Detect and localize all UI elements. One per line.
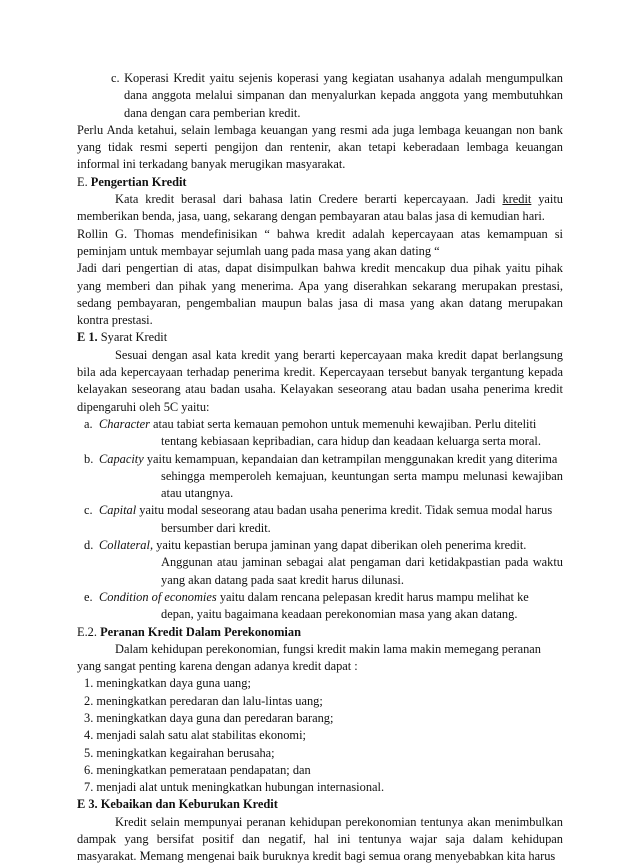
item-term: Collateral, <box>99 538 154 553</box>
item-label: d. <box>84 538 94 553</box>
function-list <box>77 675 563 796</box>
kredit-link[interactable]: kredit <box>502 192 532 207</box>
list-item: 4. menjadi salah satu alat stabilitas ekonomi; <box>84 728 306 743</box>
item-label: c. <box>84 503 93 518</box>
item-label: a. <box>84 416 93 431</box>
section-e3-heading: E 3. Kebaikan dan Keburukan Kredit <box>77 797 278 812</box>
list-item: a. Character atau tabiat serta kemauan pemohon untuk memenuhi kewajiban. Perlu diteliti tentang kebiasaan kepribadian, cara hidup dan keadaan keluarga serta moral. <box>84 416 541 449</box>
list-item: 2. meningkatkan peredaran dan lalu-lintas uang; <box>84 693 323 708</box>
item-term: Condition of economies <box>99 589 217 604</box>
item-label: e. <box>84 589 93 604</box>
list-item: d. Collateral, yaitu kepastian berupa jaminan yang dapat diberikan oleh penerima kredit. Anggunan atau jaminan sebagai alat pengaman dari ketidakpastian pada waktu yang akan datang pada saat kredit harus dilunasi. <box>84 538 563 587</box>
item-term: Capital <box>99 503 137 518</box>
item-text: Koperasi Kredit yaitu sejenis koperasi yang kegiatan usahanya adalah mengumpulkan dana anggota melalui simpanan dan menyalurkan kepada anggota yang membutuhkan dana dengan cara pemberian kredit. <box>124 71 563 120</box>
conclusion-paragraph: Jadi dari pengertian di atas, dapat disimpulkan bahwa kredit mencakup dua pihak yaitu pihak yang memberi dan pihak yang menerima. Apa yang diserahkan sekarang merupakan prestasi, sedang pembayaran, pengembalian maupun balas jasa di masa yang akan datang merupakan kontra prestasi. <box>77 261 563 328</box>
section-title: Kebaikan dan Keburukan Kredit <box>100 797 278 812</box>
list-item: 5. meningkatkan kegairahan berusaha; <box>84 745 275 760</box>
kredit-definition-paragraph: Kata kredit berasal dari bahasa latin Credere berarti kepercayaan. Jadi kredit yaitu memberikan benda, jasa, uang, sekarang dengan pembayaran atau balas jasa di kemudian hari. <box>77 192 563 224</box>
koperasi-kredit-item <box>77 70 563 122</box>
list-item: b. Capacity yaitu kemampuan, kepandaian dan ketrampilan menggunakan kredit yang diterima sehingga memperoleh kemajuan, keuntungan serta mampu melunasi kewajiban atau utangnya. <box>84 451 563 501</box>
section-e2-heading: E.2. Peranan Kredit Dalam Perekonomian <box>77 624 301 639</box>
section-e-heading: E. Pengertian Kredit <box>77 174 187 189</box>
list-item: e. Condition of economies yaitu dalam rencana pelepasan kredit harus mampu melihat ke depan, yaitu bagaimana keadaan perekonomian masa yang akan datang. <box>84 589 529 622</box>
list-item: 3. meningkatkan daya guna dan peredaran barang; <box>84 710 334 725</box>
list-item: 6. meningkatkan pemerataan pendapatan; dan <box>84 762 311 777</box>
section-title: Peranan Kredit Dalam Perekonomian <box>100 624 301 639</box>
item-term: Capacity <box>99 451 144 466</box>
kebaikan-keburukan-paragraph: Kredit selain mempunyai peranan kehidupan perekonomian tentunya akan menimbulkan dampak yang bersifat positif dan negatif, hal ini tentunya wajar saja dalam kehidupan masyarakat. Memang mengenai baik buruknya kredit bagi semua orang menyebabkan kita harus <box>77 814 563 864</box>
list-item: 1. meningkatkan daya guna uang; <box>84 676 251 691</box>
syarat-kredit-paragraph: Sesuai dengan asal kata kredit yang berarti kepercayaan maka kredit dapat berlangsung bila ada kepercayaan terhadap penerima kredit. Kepercayaan tersebut banyak tergantung kepada kelayakan seseorang atau badan usaha. Kelayakan seseorang atau badan usaha penerima kredit dipengaruhi oleh 5C yaitu: <box>77 347 563 414</box>
document-page <box>77 70 563 866</box>
section-e1-heading: E 1. Syarat Kredit <box>77 330 168 345</box>
peranan-kredit-paragraph: Dalam kehidupan perekonomian, fungsi kredit makin lama makin memegang peranan yang sangat penting karena dengan adanya kredit dapat : <box>77 641 541 674</box>
five-c-list <box>77 416 563 624</box>
item-label: b. <box>84 451 94 466</box>
rollin-thomas-quote: Rollin G. Thomas mendefinisikan “ bahwa kredit adalah kepercayaan atas kemampuan si peminjam untuk membayar sejumlah uang pada masa yang akan dating “ <box>77 226 563 258</box>
list-item: 7. menjadi alat untuk meningkatkan hubungan internasional. <box>84 780 385 795</box>
intro-paragraph: Perlu Anda ketahui, selain lembaga keuangan yang resmi ada juga lembaga keuangan non bank yang tidak resmi seperti pengijon dan rentenir, akan tetapi keberadaan lembaga keuangan informal ini terkadang banyak merugikan masyarakat. <box>77 122 563 172</box>
section-title: Syarat Kredit <box>100 330 168 345</box>
item-label: c. <box>111 71 120 85</box>
list-item: c. Capital yaitu modal seseorang atau badan usaha penerima kredit. Tidak semua modal harus bersumber dari kredit. <box>84 503 553 535</box>
item-term: Character <box>99 416 150 431</box>
section-title: Pengertian Kredit <box>90 174 187 189</box>
